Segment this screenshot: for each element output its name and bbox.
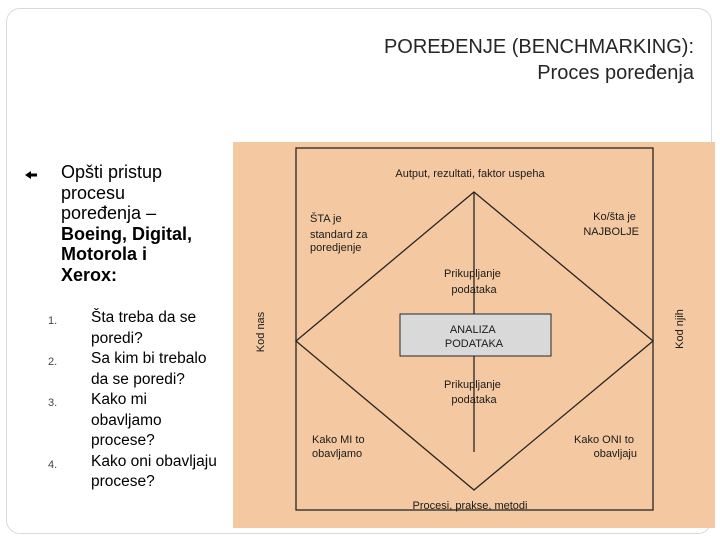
slide-title xyxy=(194,34,694,86)
intro-line-4: Boeing, Digital, xyxy=(61,223,193,244)
benchmarking-diagram xyxy=(233,142,715,528)
intro-line-6: Xerox: xyxy=(61,264,118,285)
title-line-2: Proces poređenja xyxy=(537,62,694,84)
intro-text xyxy=(61,162,231,285)
list-item xyxy=(40,390,235,452)
list-number: 1. xyxy=(48,315,58,327)
label-upper-collect-line: podataka xyxy=(451,284,497,296)
title-line-1: POREĐENJE (BENCHMARKING): xyxy=(383,36,694,58)
bullet-icon xyxy=(24,168,38,182)
list-number: 2. xyxy=(48,356,58,368)
label-top-left-line: poredjenje xyxy=(310,242,362,254)
list-item-line: Kako mi xyxy=(91,391,147,408)
label-bottom-right-line: Kako ONI to xyxy=(574,434,634,446)
intro-line-3: poređenja – xyxy=(61,203,157,223)
list-item-line: procese? xyxy=(91,473,155,490)
label-lower-collect-line: podataka xyxy=(451,394,497,406)
list-item-line: Kako oni obavljaju xyxy=(91,452,217,470)
label-right-side: Kod njih xyxy=(674,309,686,349)
label-left-side: Kod nas xyxy=(255,311,267,353)
list-item-line: procese? xyxy=(91,432,155,449)
list-item-line: da se poredi? xyxy=(91,370,185,388)
list-number: 3. xyxy=(48,397,58,409)
list-item-line: Šta treba da se xyxy=(91,309,197,326)
list-item xyxy=(40,452,235,493)
label-analysis-line: PODATAKA xyxy=(444,338,504,350)
label-upper-collect-line: Prikupljanje xyxy=(444,268,501,280)
list-item xyxy=(40,349,235,390)
label-top-right-line: Ko/šta je xyxy=(593,211,636,223)
list-number: 4. xyxy=(48,458,58,471)
list-item-line: obavljamo xyxy=(91,411,162,429)
list-item-line: Sa kim bi trebalo xyxy=(91,350,207,367)
label-analysis-line: ANALIZA xyxy=(449,324,496,336)
label-bottom-left-line: Kako MI to xyxy=(312,434,365,446)
label-top-left-line: ŠTA je xyxy=(310,213,342,225)
list-item-line: poredi? xyxy=(91,329,143,347)
label-bottom: Procesi, prakse, metodi xyxy=(412,500,528,512)
label-bottom-left-line: obavljamo xyxy=(312,448,363,460)
intro-line-2: procesu xyxy=(61,182,126,203)
list-item xyxy=(40,308,235,349)
label-top: Autput, rezultati, faktor uspeha xyxy=(395,168,545,180)
label-bottom-right-line: obavljaju xyxy=(593,448,637,460)
questions-list xyxy=(40,308,235,493)
label-top-left-line: standard za xyxy=(310,229,368,241)
label-top-right-line: NAJBOLJE xyxy=(583,226,639,238)
label-lower-collect-line: Prikupljanje xyxy=(444,379,501,391)
intro-line-5: Motorola i xyxy=(61,244,147,264)
intro-line-1: Opšti pristup xyxy=(61,162,163,182)
